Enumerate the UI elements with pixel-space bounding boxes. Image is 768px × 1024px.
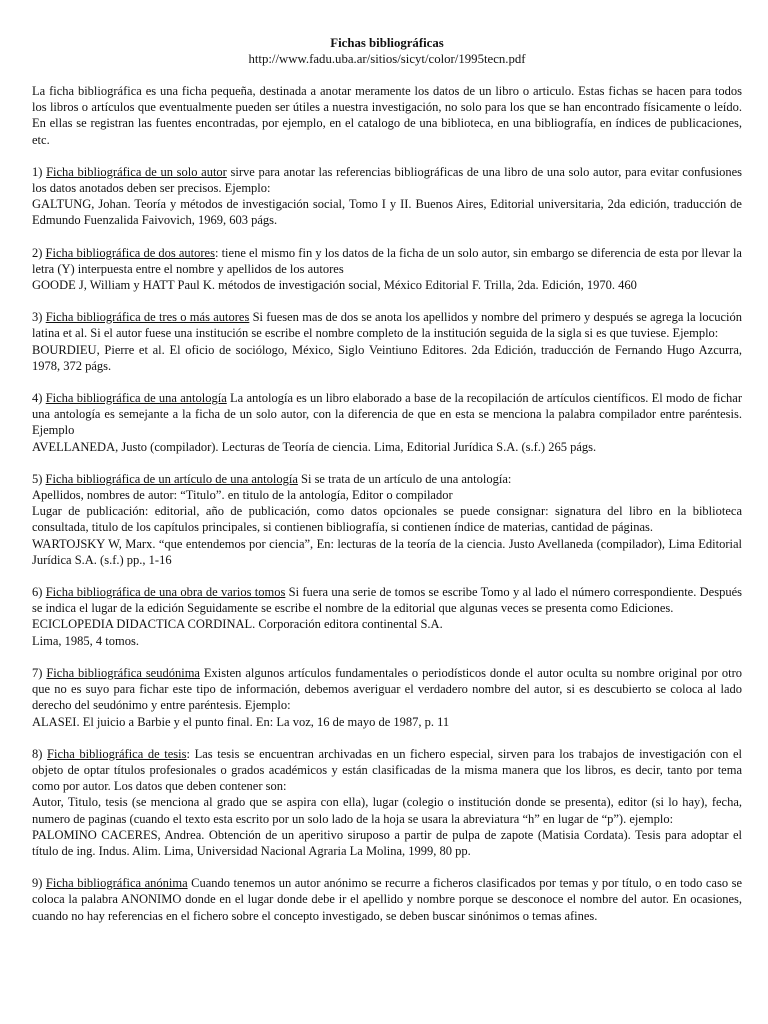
section-heading: Ficha bibliográfica de tesis — [47, 746, 187, 761]
example-line: ECICLOPEDIA DIDACTICA CORDINAL. Corporación editora continental S.A. — [32, 617, 443, 632]
section-body: : tiene el mismo fin y los datos de la ficha de un solo autor, sin embargo se diferencia de esta por llevar la letra (Y) interpuesta entre el nombre y apellidos de los autores — [32, 245, 742, 276]
section-body: sirve para anotar las referencias bibliográficas de una libro de una solo autor, para evitar confusiones los datos anotados deben ser precisos. Ejemplo: — [32, 164, 742, 196]
section-description — [32, 746, 742, 795]
source-url: http://www.fadu.uba.ar/sitios/sicyt/color/1995tecn.pdf — [248, 52, 526, 66]
section-heading: Ficha bibliográfica de un artículo de una antología — [45, 471, 298, 486]
section-number: 7) — [32, 665, 47, 680]
example-line: Autor, Titulo, tesis (se menciona al grado que se aspira con ella), lugar (colegio o institución donde se presenta), editor (si lo hay), fecha, numero de paginas (cuando el texto esta escrito por un solo lado de la hoja se usara la abreviatura “h” en lugar de “p”). ejemplo: — [32, 795, 742, 826]
example-line: GOODE J, William y HATT Paul K. métodos de investigación social, México Editorial F. Trilla, 2da. Edición, 1970. 460 — [32, 278, 637, 293]
example-line: WARTOJSKY W, Marx. “que entendemos por ciencia”, En: lecturas de la teoría de la ciencia. Justo Avellaneda (compilador), Lima Editorial Jurídica S.A. (s.f.) pp., 1-16 — [32, 536, 742, 567]
section-7 — [32, 665, 742, 730]
section-body: : Las tesis se encuentran archivadas en un fichero especial, sirven para los trabajos de investigación con el objeto de optar títulos profesionales o grados académicos y están clasificadas de la misma manera que los libros, es decir, tanto por tema como por autor. Los datos que deben contener son: — [32, 746, 742, 794]
example-line: Lugar de publicación: editorial, año de publicación, como datos opcionales se puede consignar: signatura del libro en la biblioteca consultada, titulo de los capítulos principales, si contienen bibliografía, si contienen índice de materias, cantidad de páginas. — [32, 504, 742, 535]
section-4 — [32, 390, 742, 455]
section-number: 6) — [32, 585, 46, 600]
example-line: BOURDIEU, Pierre et al. El oficio de sociólogo, México, Siglo Veintiuno Editores. 2da Edición, traducción de Fernando Hugo Azcurra, 1978, 372 págs. — [32, 342, 742, 373]
example-line: Apellidos, nombres de autor: “Titulo”. en titulo de la antología, Editor o compilador — [32, 488, 453, 503]
section-heading: Ficha bibliográfica de dos autores — [45, 245, 215, 260]
section-body: Si fuesen mas de dos se anota los apellidos y nombre del primero y después se agrega la locución latina et al. Si el autor fuese una institución se escribe el nombre completo de la institución seguida de la sigla si es que tuviese. Ejemplo: — [32, 310, 742, 341]
section-5 — [32, 471, 742, 568]
section-6 — [32, 584, 742, 649]
section-heading: Ficha bibliográfica de una antología — [45, 391, 227, 406]
section-heading: Ficha bibliográfica de tres o más autores — [45, 310, 250, 325]
example-line: ALASEI. El juicio a Barbie y el punto final. En: La voz, 16 de mayo de 1987, p. 11 — [32, 714, 450, 729]
section-body: Existen algunos artículos fundamentales o periodísticos donde el autor oculta su nombre original por otro que no es suyo para fichar este tipo de información, debemos averiguar el verdadero nombre del autor, si es descubierto se coloca al lado derecho del seudónimo y entre paréntesis. Ejemplo: — [32, 665, 742, 713]
section-2 — [32, 245, 742, 294]
example-line: AVELLANEDA, Justo (compilador). Lecturas de Teoría de ciencia. Lima, Editorial Jurídica S.A. (s.f.) 265 págs. — [32, 439, 597, 454]
section-description — [32, 309, 742, 341]
section-number: 4) — [32, 391, 46, 406]
section-number: 2) — [32, 245, 46, 260]
section-number: 9) — [32, 876, 46, 891]
section-body: Si se trata de un artículo de una antología: — [297, 471, 512, 486]
section-body: La antología es un libro elaborado a base de la recopilación de artículos científicos. El modo de fichar una antología es semejante a la ficha de un solo autor, con la diferencia de que en esta se menciona la palabra compilador entre paréntesis. Ejemplo — [32, 391, 742, 438]
section-description — [32, 390, 742, 439]
section-body: Si fuera una serie de tomos se escribe Tomo y al lado el número correspondiente. Después se indica el lugar de la edición Seguidamente se escribe el nombre de la editorial que algunas veces se presenta como Ediciones. — [32, 585, 742, 616]
section-9 — [32, 875, 742, 924]
section-heading: Ficha bibliográfica seudónima — [46, 665, 200, 680]
document-title: Fichas bibliográficas — [330, 36, 444, 50]
section-description — [32, 875, 742, 924]
section-description — [32, 164, 742, 196]
section-description — [32, 665, 742, 714]
section-number: 1) — [32, 164, 47, 179]
section-number: 3) — [32, 310, 46, 325]
section-body: Cuando tenemos un autor anónimo se recurre a ficheros clasificados por temas y por título, o en todo caso se coloca la palabra ANONIMO donde en el lugar donde debe ir el apellido y nombre porque se desconoce el nombre del autor. En ocasiones, cuando no hay referencias en el fichero sobre el concepto investigado, se deben buscar sinónimos o temas afines. — [32, 876, 742, 923]
intro-paragraph: La ficha bibliográfica es una ficha pequeña, destinada a anotar meramente los datos de un libro o articulo. Estas fichas se hacen para todos los libros o artículos que eventualmente pueden ser útiles a nuestra investigación, no solo para los que se han encontrado físicamente o leído. En ellas se registran las fuentes encontradas, por ejemplo, en el catalogo de una biblioteca, en una bibliografía, en índices de publicaciones, etc. — [32, 84, 742, 147]
section-description — [32, 245, 742, 277]
example-line: Lima, 1985, 4 tomos. — [32, 633, 139, 648]
section-8 — [32, 746, 742, 859]
section-description — [32, 584, 742, 616]
section-number: 8) — [32, 746, 48, 761]
section-heading: Ficha bibliográfica de una obra de varios tomos — [45, 585, 286, 600]
section-3 — [32, 309, 742, 374]
sections-container — [32, 164, 742, 924]
section-1 — [32, 164, 742, 229]
section-number: 5) — [32, 471, 46, 486]
section-heading: Ficha bibliográfica de un solo autor — [46, 164, 227, 179]
example-line: PALOMINO CACERES, Andrea. Obtención de un aperitivo siruposo a partir de pulpa de zapote (Matisia Cordata). Tesis para adoptar el título de ing. Indus. Alim. Lima, Universidad Nacional Agraria La Molina, 1999, 80 pp. — [32, 827, 742, 858]
example-line: GALTUNG, Johan. Teoría y métodos de investigación social, Tomo I y II. Buenos Aires, Editorial universitaria, 2da edición, traducción de Edmundo Fuenzalida Faivovich, 1969, 603 págs. — [32, 197, 742, 228]
section-heading: Ficha bibliográfica anónima — [45, 876, 188, 891]
section-description — [32, 471, 742, 487]
